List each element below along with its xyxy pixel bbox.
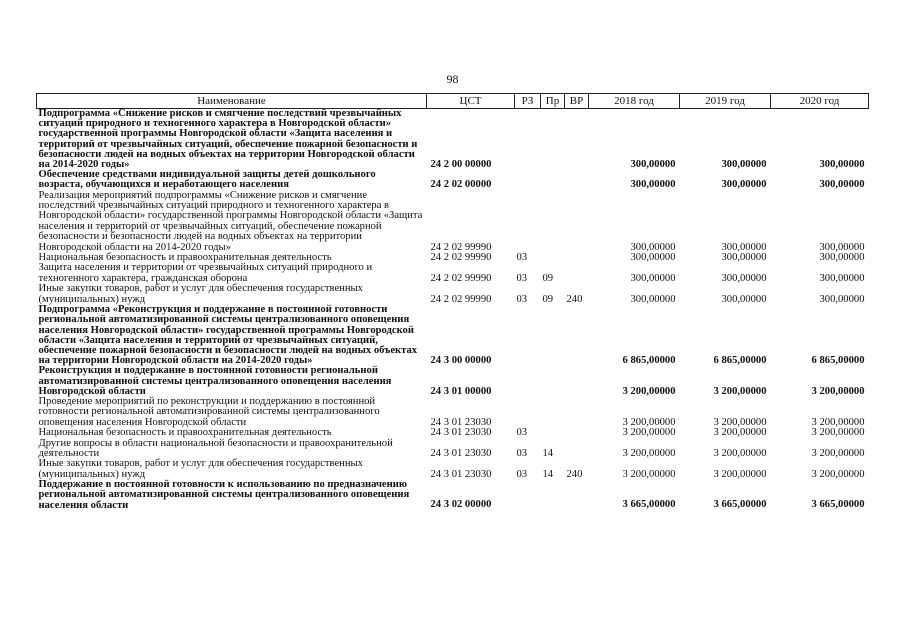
- table-row: [37, 305, 869, 366]
- cell-2019: 3 200,00000: [713, 468, 767, 480]
- cell-pr: [541, 109, 565, 171]
- cell-2020: 300,00000: [819, 293, 865, 305]
- cell-2018: 3 200,00000: [622, 468, 676, 480]
- budget-table: [36, 93, 869, 511]
- table-row: [37, 459, 869, 480]
- cell-name: Проведение мероприятий по реконструкции и поддержанию в постоянной готовности региональной автоматизированной системы централизованного оповещения населения Новгородской области: [38, 395, 380, 428]
- cell-cst: 24 2 00 00000: [430, 158, 492, 170]
- cell-2020: 3 200,00000: [811, 416, 865, 428]
- cell-2018: 3 200,00000: [622, 416, 676, 428]
- cell-2018: 6 865,00000: [622, 354, 676, 366]
- cell-2019: 3 665,00000: [713, 499, 767, 511]
- cell-pr: 14: [542, 447, 554, 459]
- cell-2018: 3 665,00000: [622, 499, 676, 511]
- cell-2020: 6 865,00000: [811, 354, 865, 366]
- cell-2020: 3 665,00000: [811, 499, 865, 511]
- cell-2019: 300,00000: [721, 252, 767, 264]
- cell-vr: 240: [566, 293, 583, 305]
- cell-cst: 24 2 02 99990: [430, 252, 492, 264]
- cell-2019: 300,00000: [721, 179, 767, 191]
- cell-name: Иные закупки товаров, работ и услуг для обеспечения государственных (муниципальных) нужд: [38, 283, 363, 305]
- cell-2020: 3 200,00000: [811, 385, 865, 397]
- cell-vr: [565, 397, 589, 428]
- cell-2020: 3 200,00000: [811, 447, 865, 459]
- cell-vr: [565, 191, 589, 253]
- cell-rz: [515, 170, 541, 190]
- table-row: [37, 263, 869, 284]
- table-row: [37, 428, 869, 438]
- cell-pr: 14: [542, 468, 554, 480]
- cell-pr: [541, 397, 565, 428]
- cell-vr: [565, 480, 589, 511]
- cell-2019: 3 200,00000: [713, 427, 767, 439]
- cell-2018: 300,00000: [630, 252, 676, 264]
- cell-2020: 3 200,00000: [811, 468, 865, 480]
- table-row: [37, 191, 869, 253]
- cell-pr: 09: [542, 293, 554, 305]
- cell-vr: [565, 253, 589, 263]
- cell-cst: 24 2 02 99990: [430, 293, 492, 305]
- cell-rz: [515, 191, 541, 253]
- cell-cst: 24 3 01 23030: [430, 447, 492, 459]
- cell-rz: [515, 305, 541, 366]
- cell-name: Национальная безопасность и правоохранительная деятельность: [38, 252, 332, 264]
- cell-2018: 3 200,00000: [622, 385, 676, 397]
- cell-2019: 3 200,00000: [713, 447, 767, 459]
- cell-2020: 300,00000: [819, 241, 865, 253]
- cell-2018: 300,00000: [630, 158, 676, 170]
- table-row: [37, 109, 869, 171]
- header-pr: Пр: [541, 94, 565, 109]
- cell-2018: 300,00000: [630, 179, 676, 191]
- cell-rz: [515, 480, 541, 511]
- cell-2018: 300,00000: [630, 293, 676, 305]
- cell-2019: 300,00000: [721, 241, 767, 253]
- cell-cst: 24 3 02 00000: [430, 499, 492, 511]
- cell-vr: [565, 305, 589, 366]
- cell-cst: 24 3 00 00000: [430, 354, 492, 366]
- cell-name: Реконструкция и поддержание в постоянной готовности региональной автоматизированной системы централизованного оповещения населения Новгородской области: [38, 365, 392, 397]
- cell-rz: [515, 366, 541, 397]
- header-vr: ВР: [565, 94, 589, 109]
- cell-pr: [541, 480, 565, 511]
- cell-2019: 6 865,00000: [713, 354, 767, 366]
- cell-cst: 24 2 02 99990: [430, 272, 492, 284]
- cell-name: Обеспечение средствами индивидуальной защиты детей дошкольного возраста, обучающихся и неработающего населения: [38, 169, 376, 191]
- cell-cst: 24 3 01 23030: [430, 416, 492, 428]
- header-row: [37, 94, 869, 109]
- cell-name: Реализация мероприятий подпрограммы «Снижение рисков и смягчение последствий чрезвычайных ситуаций природного и техногенного характера в Новгородской области» государственной программы Новгородской области «Защита населения и территорий от чрезвычайных ситуаций, обеспечение пожарной безопасности и безопасности людей на водных объектах на территории Новгородской области на 2014-2020 годы»: [38, 189, 423, 253]
- table-row: [37, 480, 869, 511]
- cell-cst: 24 2 02 99990: [430, 241, 492, 253]
- cell-2019: 300,00000: [721, 293, 767, 305]
- cell-rz: 03: [516, 293, 528, 305]
- table-body: [37, 109, 869, 511]
- table-row: [37, 397, 869, 428]
- header-2018: 2018 год: [589, 94, 680, 109]
- cell-2019: 300,00000: [721, 158, 767, 170]
- cell-2020: 300,00000: [819, 179, 865, 191]
- header-2020: 2020 год: [771, 94, 869, 109]
- cell-vr: [565, 428, 589, 438]
- cell-pr: [541, 366, 565, 397]
- cell-vr: [565, 263, 589, 284]
- cell-2020: 300,00000: [819, 272, 865, 284]
- cell-name: Поддержание в постоянной готовности к использованию по предназначению региональной автоматизированной системы централизованного оповещения населения области: [38, 479, 410, 511]
- cell-2019: 300,00000: [721, 272, 767, 284]
- header-name: Наименование: [37, 94, 427, 109]
- cell-rz: [515, 397, 541, 428]
- header-2019: 2019 год: [680, 94, 771, 109]
- cell-pr: [541, 253, 565, 263]
- cell-rz: 03: [516, 447, 528, 459]
- table-row: [37, 284, 869, 305]
- cell-name: Подпрограмма «Реконструкция и поддержание в постоянной готовности региональной автоматизированной системы централизованного оповещения населения Новгородской области» государственной программы Новгородской области «Защита населения и территорий от чрезвычайных ситуаций, обеспечение пожарной безопасности и безопасности людей на водных объектах на территории Новгородской области на 2014-2020 годы»: [38, 304, 418, 367]
- cell-name: Иные закупки товаров, работ и услуг для обеспечения государственных (муниципальных) нужд: [38, 458, 363, 480]
- cell-cst: 24 3 01 00000: [430, 385, 492, 397]
- cell-cst: 24 3 01 23030: [430, 427, 492, 439]
- cell-pr: [541, 305, 565, 366]
- cell-vr: 240: [566, 468, 583, 480]
- cell-2019: 3 200,00000: [713, 385, 767, 397]
- table-row: [37, 170, 869, 190]
- cell-2018: 3 200,00000: [622, 447, 676, 459]
- cell-pr: [541, 428, 565, 438]
- cell-pr: 09: [542, 272, 554, 284]
- cell-vr: [565, 366, 589, 397]
- cell-rz: 03: [516, 272, 528, 284]
- cell-2020: 300,00000: [819, 252, 865, 264]
- cell-2019: 3 200,00000: [713, 416, 767, 428]
- cell-rz: [515, 109, 541, 171]
- cell-2020: 3 200,00000: [811, 427, 865, 439]
- cell-rz: 03: [516, 252, 528, 264]
- cell-pr: [541, 170, 565, 190]
- cell-name: Защита населения и территории от чрезвычайных ситуаций природного и техногенного характера, гражданская оборона: [38, 262, 373, 284]
- cell-2018: 300,00000: [630, 241, 676, 253]
- header-rz: РЗ: [515, 94, 541, 109]
- cell-rz: 03: [516, 468, 528, 480]
- cell-name: Другие вопросы в области национальной безопасности и правоохранительной деятельности: [38, 437, 393, 459]
- cell-pr: [541, 191, 565, 253]
- cell-2018: 3 200,00000: [622, 427, 676, 439]
- cell-rz: 03: [516, 427, 528, 439]
- cell-cst: 24 2 02 00000: [430, 179, 492, 191]
- cell-name: Национальная безопасность и правоохранительная деятельность: [38, 427, 332, 439]
- header-cst: ЦСТ: [427, 94, 515, 109]
- cell-2018: 300,00000: [630, 272, 676, 284]
- page-number: 98: [446, 72, 459, 86]
- cell-vr: [565, 170, 589, 190]
- cell-2020: 300,00000: [819, 158, 865, 170]
- table-row: [37, 439, 869, 460]
- cell-vr: [565, 439, 589, 460]
- cell-name: Подпрограмма «Снижение рисков и смягчение последствий чрезвычайных ситуаций природного и техногенного характера в Новгородской области» государственной программы Новгородской области «Защита населения и территорий от чрезвычайных ситуаций, обеспечение пожарной безопасности и безопасности людей на водных объектах на территории Новгородской области на 2014-2020 годы»: [38, 108, 418, 171]
- table-row: [37, 366, 869, 397]
- cell-vr: [565, 109, 589, 171]
- cell-cst: 24 3 01 23030: [430, 468, 492, 480]
